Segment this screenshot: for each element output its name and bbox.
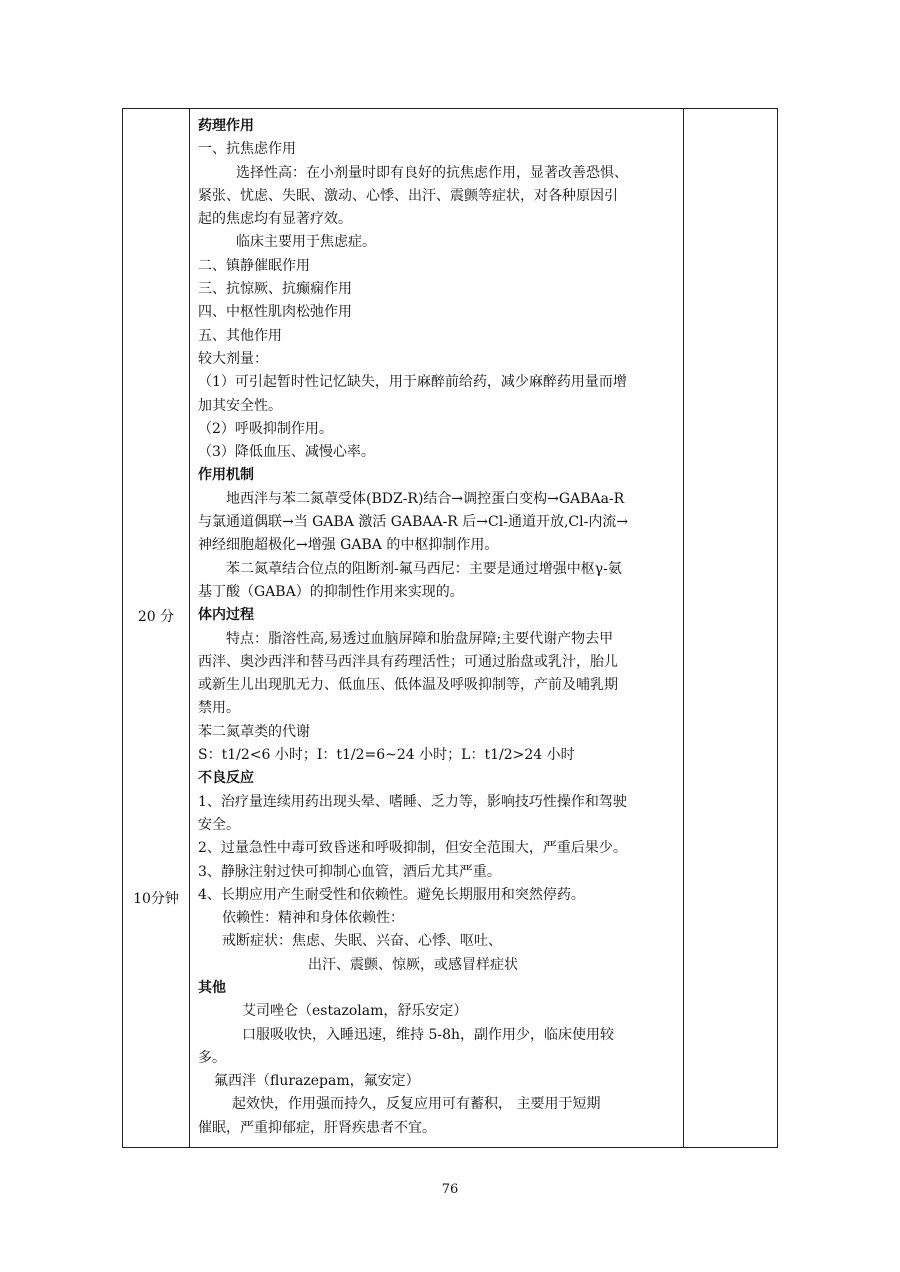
column-divider <box>189 109 190 1147</box>
text-line: 口服吸收快，入睡迅速，维持 5-8h，副作用少，临床使用较 <box>242 1026 615 1043</box>
text-line: 五、其他作用 <box>198 327 282 344</box>
text-line: 苯二氮䓬类的代谢 <box>198 723 310 740</box>
text-line: 二、镇静催眠作用 <box>198 257 310 274</box>
text-line: （3）降低血压、减慢心率。 <box>198 444 375 461</box>
text-line: 艾司唑仑（estazolam，舒乐安定） <box>242 1003 468 1020</box>
section-heading: 体内过程 <box>198 607 254 624</box>
time-allocation-label: 20 分 <box>137 609 175 625</box>
text-line: 四、中枢性肌肉松弛作用 <box>198 304 352 321</box>
text-line: 特点：脂溶性高,易透过血脑屏障和胎盘屏障;主要代谢产物去甲 <box>226 630 614 647</box>
text-line: 依赖性：精神和身体依赖性： <box>222 910 404 927</box>
text-line: 1、治疗量连续用药出现头晕、嗜睡、乏力等，影响技巧性操作和驾驶 <box>198 793 627 810</box>
text-line: 加其安全性。 <box>198 397 282 414</box>
text-line: 紧张、忧虑、失眠、激动、心悸、出汗、震颤等症状，对各种原因引 <box>198 187 618 204</box>
text-line: 起的焦虑均有显著疗效。 <box>198 211 352 228</box>
text-line: 出汗、震颤、惊厥，或感冒样症状 <box>308 956 518 973</box>
text-line: 起效快，作用强而持久，反复应用可有蓄积， 主要用于短期 <box>232 1096 601 1113</box>
text-line: 与氯通道偶联→当 GABA 激活 GABAA-R 后→Cl-通道开放,Cl-内流→ <box>198 514 629 531</box>
text-line: 基丁酸（GABA）的抑制性作用来实现的。 <box>198 583 464 600</box>
text-line: S：t1/2<6 小时；I：t1/2=6~24 小时；L：t1/2>24 小时 <box>198 747 575 764</box>
text-line: 禁用。 <box>198 700 240 717</box>
section-heading: 药理作用 <box>198 118 254 134</box>
text-line: 选择性高：在小剂量时即有良好的抗焦虑作用，显著改善恐惧、 <box>236 164 628 181</box>
content-cell <box>198 115 680 1140</box>
text-line: 2、过量急性中毒可致昏迷和呼吸抑制，但安全范围大，严重后果少。 <box>198 840 627 857</box>
section-heading: 不良反应 <box>198 770 254 787</box>
text-line: 苯二氮䓬结合位点的阻断剂-氟马西尼：主要是通过增强中枢γ-氨 <box>226 560 622 577</box>
time-allocation-label: 10分钟 <box>133 891 179 907</box>
text-line: 三、抗惊厥、抗癫痫作用 <box>198 281 352 298</box>
text-line: 地西泮与苯二氮䓬受体(BDZ-R)结合→调控蛋白变构→GABAa-R <box>226 490 625 507</box>
text-line: 4、长期应用产生耐受性和依赖性。避免长期服用和突然停药。 <box>198 886 585 903</box>
section-heading: 其他 <box>198 979 226 996</box>
section-heading: 作用机制 <box>198 467 254 484</box>
text-line: 戒断症状：焦虑、失眠、兴奋、心悸、呕吐、 <box>222 933 502 950</box>
text-line: （1）可引起暂时性记忆缺失，用于麻醉前给药，减少麻醉药用量而增 <box>198 374 627 391</box>
text-line: 多。 <box>198 1049 226 1066</box>
page-number: 76 <box>441 1182 459 1197</box>
text-line: 催眠，严重抑郁症，肝肾疾患者不宜。 <box>198 1119 436 1136</box>
text-line: （2）呼吸抑制作用。 <box>198 420 333 437</box>
text-line: 安全。 <box>198 816 240 833</box>
text-line: 临床主要用于焦虑症。 <box>236 234 376 251</box>
text-line: 或新生儿出现肌无力、低血压、低体温及呼吸抑制等，产前及哺乳期 <box>198 677 618 694</box>
text-line: 神经细胞超极化→增强 GABA 的中枢抑制作用。 <box>198 537 499 554</box>
text-line: 西泮、奥沙西泮和替马西泮具有药理活性；可通过胎盘或乳汁，胎儿 <box>198 653 618 670</box>
lesson-table <box>122 108 778 1148</box>
column-divider <box>683 109 684 1147</box>
text-line: 3、静脉注射过快可抑制心血管，酒后尤其严重。 <box>198 863 501 880</box>
text-line: 较大剂量： <box>198 350 268 367</box>
text-line: 氟西泮（flurazepam，氟安定） <box>214 1073 420 1090</box>
text-line: 一、抗焦虑作用 <box>198 141 296 158</box>
